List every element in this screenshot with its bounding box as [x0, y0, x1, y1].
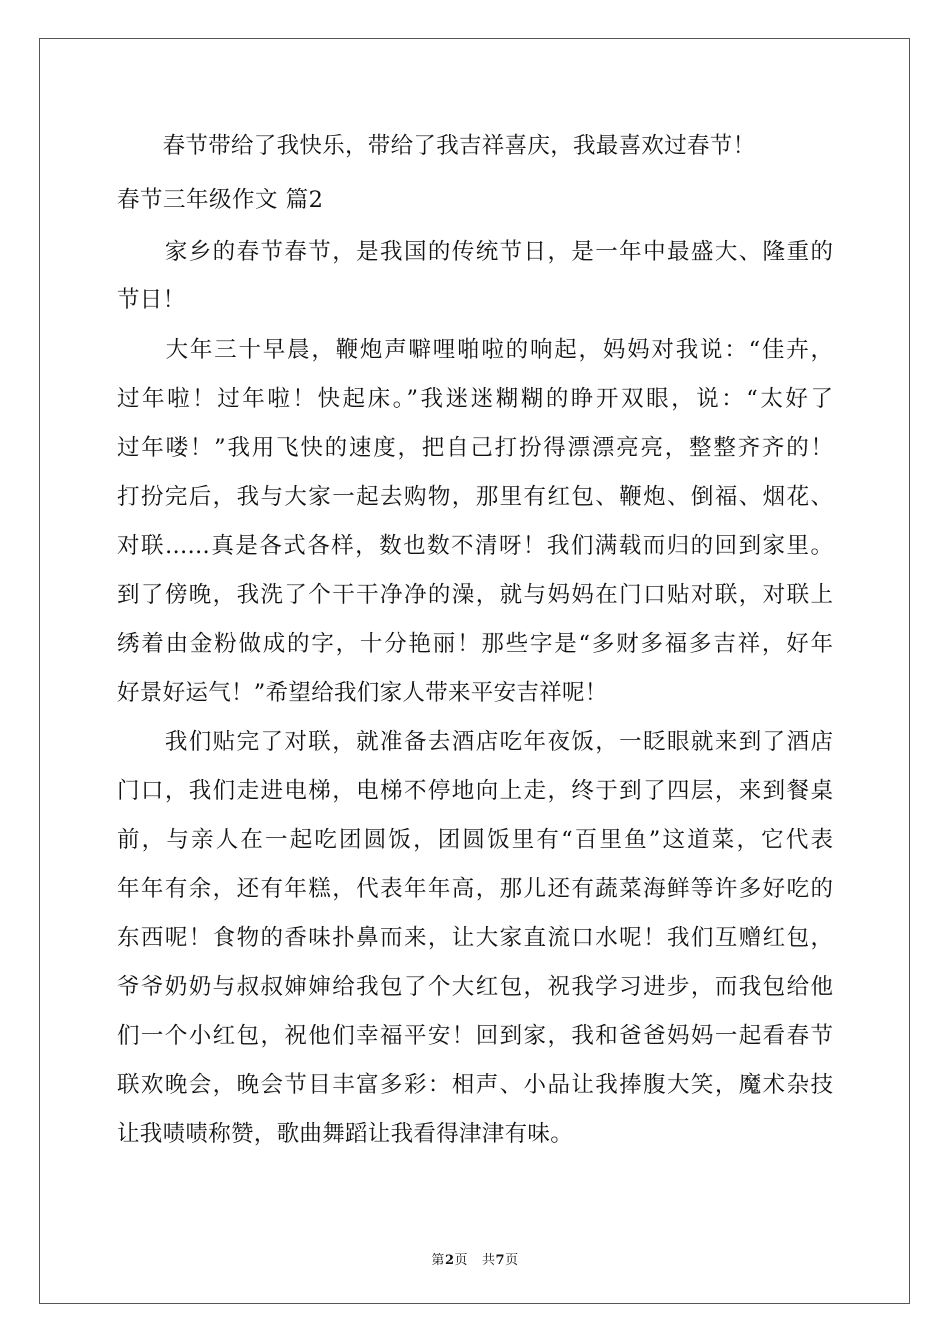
paragraph-line: 让我啧啧称赞，歌曲舞蹈让我看得津津有味。: [117, 1121, 574, 1147]
paragraph-line: 我们贴完了对联，就准备去酒店吃年夜饭，一眨眼就来到了酒店: [117, 729, 833, 755]
paragraph-line: 年年有余，还有年糕，代表年年高，那儿还有蔬菜海鲜等许多好吃的: [117, 876, 833, 902]
paragraph-line: 过年啦！过年啦！快起床。”我迷迷糊糊的睁开双眼，说：“太好了: [117, 386, 833, 412]
paragraph-line: 到了傍晚，我洗了个干干净净的澡，就与妈妈在门口贴对联，对联上: [117, 582, 833, 608]
paragraph-line: 春节带给了我快乐，带给了我吉祥喜庆，我最喜欢过春节！: [117, 133, 756, 159]
paragraph-line: 爷爷奶奶与叔叔婶婶给我包了个大红包，祝我学习进步，而我包给他: [117, 974, 833, 1000]
paragraph-line: 前，与亲人在一起吃团圆饭，团圆饭里有“百里鱼”这道菜，它代表: [117, 827, 833, 853]
paragraph-line: 节日！: [117, 287, 186, 313]
page-prefix: 第: [431, 1253, 445, 1268]
page-suffix: 页: [454, 1253, 468, 1268]
page-footer: [0, 1249, 950, 1268]
paragraph-line: 打扮完后，我与大家一起去购物，那里有红包、鞭炮、倒福、烟花、: [117, 484, 833, 510]
total-suffix: 页: [505, 1253, 519, 1268]
paragraph-line: 绣着由金粉做成的字，十分艳丽！那些字是“多财多福多吉祥，好年: [117, 631, 833, 657]
total-prefix: 共: [482, 1253, 496, 1268]
paragraph-line: 大年三十早晨，鞭炮声噼哩啪啦的响起，妈妈对我说：“佳卉，: [117, 337, 833, 363]
page-current: 2: [444, 1253, 455, 1268]
paragraph-line: 们一个小红包，祝他们幸福平安！回到家，我和爸爸妈妈一起看春节: [117, 1023, 833, 1049]
page-total: 7: [495, 1253, 506, 1268]
paragraph-line: 门口，我们走进电梯，电梯不停地向上走，终于到了四层，来到餐桌: [117, 778, 833, 804]
page-border: [39, 38, 910, 1304]
paragraph-line: 对联……真是各式各样，数也数不清呀！我们满载而归的回到家里。: [117, 533, 833, 559]
paragraph-line: 联欢晚会，晚会节目丰富多彩：相声、小品让我捧腹大笑，魔术杂技: [117, 1072, 833, 1098]
paragraph-line: 家乡的春节春节，是我国的传统节日，是一年中最盛大、隆重的: [117, 239, 833, 265]
paragraph-line: 好景好运气！”希望给我们家人带来平安吉祥呢！: [117, 680, 608, 706]
section-heading: 春节三年级作文 篇2: [117, 187, 324, 213]
paragraph-line: 过年喽！”我用飞快的速度，把自己打扮得漂漂亮亮，整整齐齐的！: [117, 435, 833, 461]
paragraph-line: 东西呢！食物的香味扑鼻而来，让大家直流口水呢！我们互赠红包，: [117, 925, 833, 951]
